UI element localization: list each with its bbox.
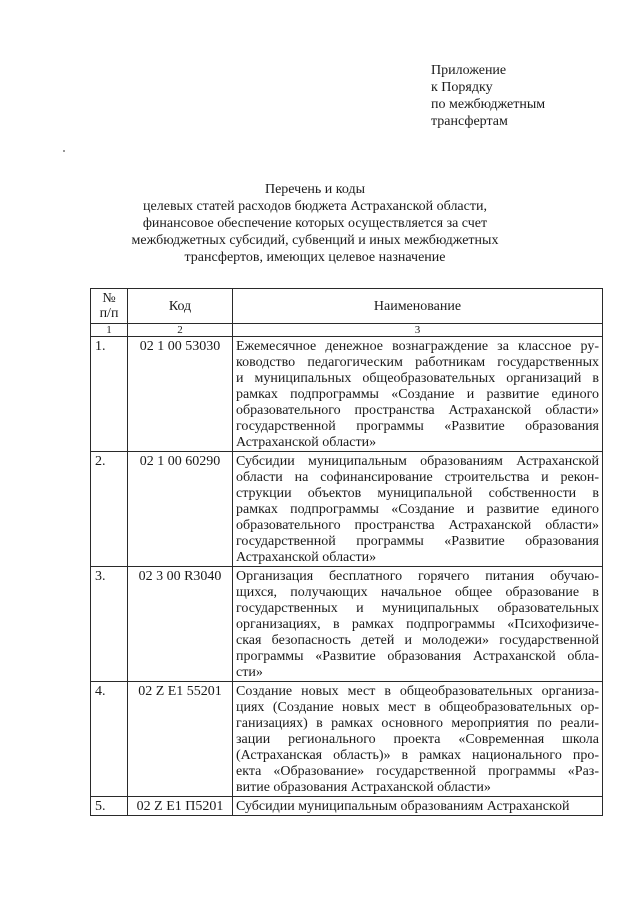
table-row (91, 567, 603, 682)
row-name (233, 337, 603, 452)
scan-speck (63, 150, 65, 152)
column-number: 3 (233, 324, 603, 337)
appendix-line: по межбюджетным (431, 97, 546, 112)
row-name-line: Организация бесплатного горячего питания обучаю- (236, 569, 599, 584)
row-number: 5. (91, 797, 128, 816)
row-name-line: образовательного пространства Астраханской области» (236, 403, 599, 418)
row-name-line: Ежемесячное денежное вознаграждение за классное ру- (236, 339, 599, 354)
row-name (233, 567, 603, 682)
row-number: 3. (91, 567, 128, 682)
row-name-line: екта «Образование» государственной программы «Раз- (236, 764, 599, 779)
row-name-line: циях (Создание новых мест в общеобразовательных ор- (236, 700, 599, 715)
appendix-line: трансфертам (431, 114, 508, 129)
target-articles-table (90, 288, 603, 816)
row-code: 02 3 00 R3040 (128, 567, 233, 682)
row-name-line: государственной программы «Развитие образования (236, 419, 599, 434)
row-name-line: государственных и муниципальных образовательных (236, 601, 599, 616)
table-row (91, 682, 603, 797)
row-name-line: программы «Развитие образования Астраханской обла- (236, 649, 599, 664)
table-row (91, 452, 603, 567)
row-name-line: (Астраханская область)» в рамках национального про- (236, 748, 599, 763)
row-name-line: и муниципальных общеобразовательных организаций в (236, 371, 599, 386)
row-name-line: государственной программы «Развитие образования (236, 534, 599, 549)
title-line: трансфертов, имеющих целевое назначение (184, 250, 446, 265)
table-body (91, 337, 603, 816)
row-name (233, 682, 603, 797)
row-name-line: струкции объектов муниципальной собственности в (236, 486, 599, 501)
appendix-line: к Порядку (431, 80, 493, 95)
title-line: целевых статей расходов бюджета Астраханской области, (143, 199, 487, 214)
row-number: 2. (91, 452, 128, 567)
row-number: 4. (91, 682, 128, 797)
row-name-line: области на софинансирование строительства и рекон- (236, 470, 599, 485)
title-line: межбюджетных субсидий, субвенций и иных межбюджетных (131, 233, 499, 248)
row-name-line: рамках подпрограммы «Создание и развитие единого (236, 502, 599, 517)
row-name (233, 797, 603, 816)
row-name-line: щихся, получающих начальное общее образование в (236, 585, 599, 600)
row-name (233, 452, 603, 567)
header-number-sign: № (102, 291, 116, 306)
row-code: 02 1 00 53030 (128, 337, 233, 452)
row-code: 02 Z E1 П5201 (128, 797, 233, 816)
row-name-line: сти» (236, 665, 263, 680)
row-name-line: Создание новых мест в общеобразовательных организа- (236, 684, 599, 699)
header-name: Наименование (233, 289, 603, 324)
row-name-line: Астраханской области» (236, 550, 377, 565)
table-header-row (91, 289, 603, 324)
column-number: 2 (128, 324, 233, 337)
table-row (91, 337, 603, 452)
row-name-line: Субсидии муниципальным образованиям Астраханской (236, 799, 570, 814)
row-name-line: ководство педагогическим работникам государственных (236, 355, 599, 370)
column-number-row (91, 324, 603, 337)
row-name-line: рамках подпрограммы «Создание и развитие единого (236, 387, 599, 402)
header-number (91, 289, 128, 324)
appendix-reference (431, 62, 545, 130)
row-name-line: Субсидии муниципальным образованиям Астраханской (236, 454, 599, 469)
row-name-line: образовательного пространства Астраханской области» (236, 518, 599, 533)
row-code: 02 Z E1 55201 (128, 682, 233, 797)
row-name-line: ская безопасность детей и молодежи» государственной (236, 633, 599, 648)
appendix-line: Приложение (431, 63, 507, 78)
row-name-line: ганизациях) в рамках основного мероприятия по реали- (236, 716, 599, 731)
row-number: 1. (91, 337, 128, 452)
title-line: Перечень и коды (264, 182, 366, 197)
row-name-line: организациях, в рамках подпрограммы «Психофизиче- (236, 617, 599, 632)
column-number: 1 (91, 324, 128, 337)
header-number-abbr: п/п (99, 306, 119, 321)
document-title (110, 181, 520, 266)
row-code: 02 1 00 60290 (128, 452, 233, 567)
row-name-line: зации регионального проекта «Современная школа (236, 732, 599, 747)
header-code: Код (128, 289, 233, 324)
title-line: финансовое обеспечение которых осуществляется за счет (142, 216, 488, 231)
table-row (91, 797, 603, 816)
row-name-line: Астраханской области» (236, 435, 377, 450)
row-name-line: витие образования Астраханской области» (236, 780, 491, 795)
